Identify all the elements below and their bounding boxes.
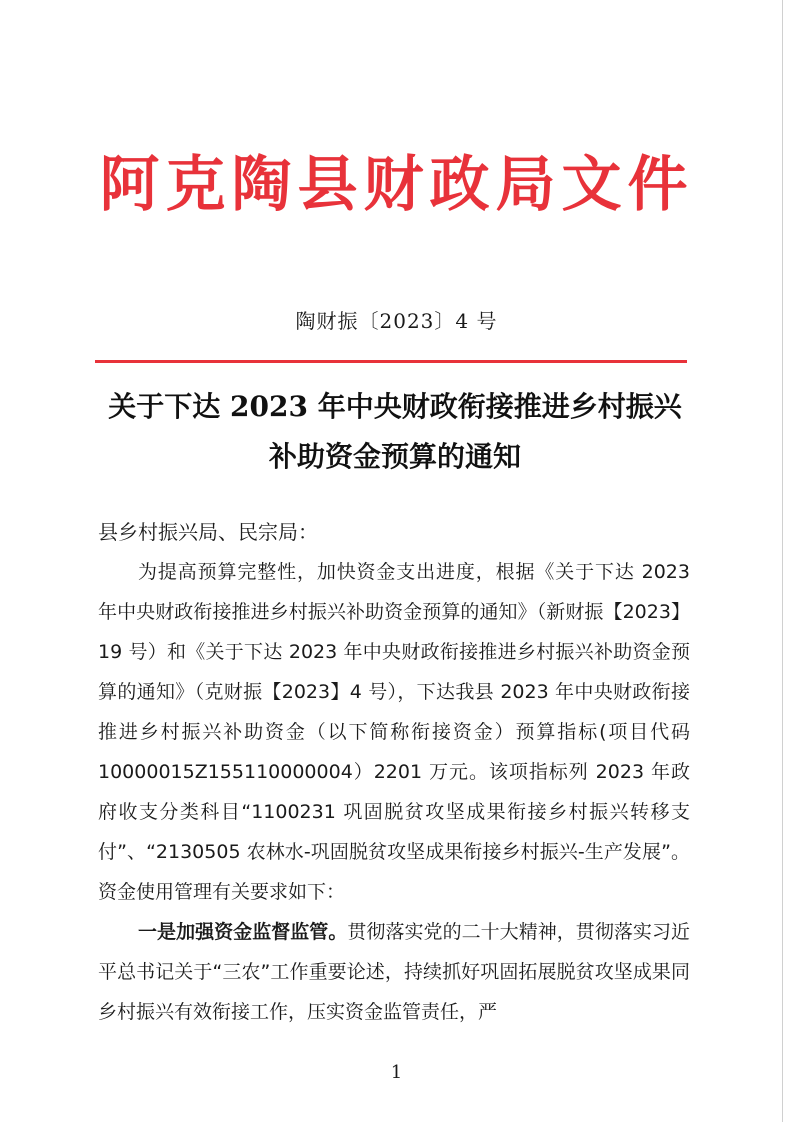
document-body bbox=[98, 552, 690, 1032]
red-divider-line bbox=[95, 360, 687, 363]
recipient-line: 县乡村振兴局、民宗局： bbox=[98, 520, 318, 544]
document-number: 陶财振〔2023〕4 号 bbox=[295, 309, 498, 333]
document-title bbox=[95, 382, 695, 482]
paragraph-2-lead: 一是加强资金监督监管。 bbox=[138, 921, 348, 943]
paragraph-2-text: 贯彻落实党的二十大精神，贯彻落实习近平总书记关于“三农”工作重要论述，持续抓好巩固拓展脱贫攻坚成果同乡村振兴有效衔接工作，压实资金监管责任，严 bbox=[98, 921, 690, 1023]
document-title-line-1: 关于下达 2023 年中央财政衔接推进乡村振兴 bbox=[108, 390, 682, 423]
body-paragraph-1: 为提高预算完整性，加快资金支出进度，根据《关于下达 2023 年中央财政衔接推进乡村振兴补助资金预算的通知》（新财振【2023】19 号）和《关于下达 2023 年中央财政衔接推进乡村振兴补助资金预算的通知》（克财振【2023】4 号），下达我县 2023 年中央财政衔接推进乡村振兴补助资金（以下简称衔接资金）预算指标(项目代码 10000015Z155110000004）2201 万元。该项指标列 2023 年政府收支分类科目“1100231 巩固脱贫攻坚成果衔接乡村振兴转移支付”、“2130505 农林水-巩固脱贫攻坚成果衔接乡村振兴-生产发展”。资金使用管理有关要求如下： bbox=[98, 561, 690, 903]
body-paragraph-2 bbox=[98, 912, 690, 1032]
page-number: 1 bbox=[390, 1062, 403, 1083]
scan-edge-line bbox=[782, 0, 783, 1122]
document-title-line-2: 补助资金预算的通知 bbox=[268, 440, 521, 473]
issuer-header-title: 阿克陶县财政局文件 bbox=[99, 150, 694, 220]
